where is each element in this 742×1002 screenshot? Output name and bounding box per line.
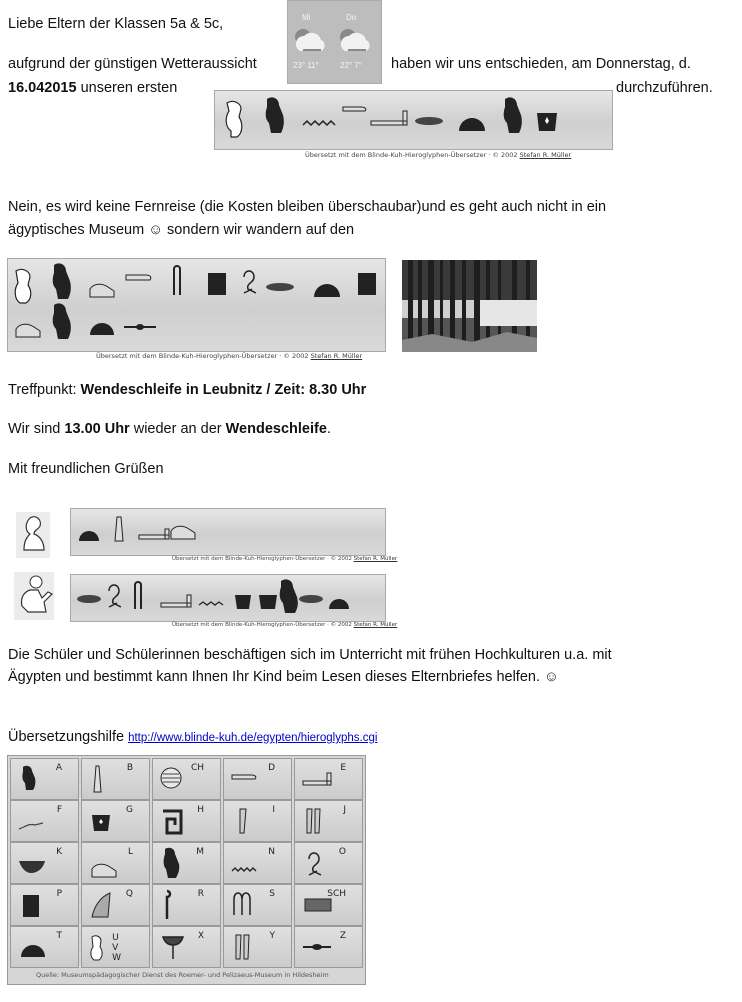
alphabet-cell-p <box>10 884 79 926</box>
alphabet-cell-g <box>81 800 150 842</box>
hieroglyph-h-icon <box>159 805 193 841</box>
hieroglyph-strip <box>214 90 613 150</box>
alphabet-cell-z <box>294 926 363 968</box>
alphabet-letter: I <box>272 805 275 815</box>
text-line: unseren ersten <box>80 80 178 96</box>
alphabet-letter: O <box>338 847 346 857</box>
alphabet-letter: G <box>126 805 133 815</box>
alphabet-letter: P <box>56 889 62 899</box>
hieroglyph-p-icon <box>17 889 51 925</box>
translator-link[interactable]: http://www.blinde-kuh.de/egypten/hieroglyphs.cgi <box>128 732 378 744</box>
alphabet-cell-i <box>223 800 292 842</box>
weather-temp-1: 23° 11° <box>293 61 319 70</box>
alphabet-cell-h <box>152 800 221 842</box>
alphabet-cell-y <box>223 926 292 968</box>
paragraph-line: ägyptisches Museum ☺ sondern wir wandern auf den <box>8 222 355 238</box>
hieroglyph-f-icon <box>17 805 51 841</box>
alphabet-letter: A <box>55 763 62 773</box>
alphabet-letter: J <box>343 805 346 815</box>
alphabet-letter: B <box>126 763 133 773</box>
kneeling-figure-icon <box>14 572 54 624</box>
hieroglyph-i-icon <box>230 805 264 841</box>
alphabet-cell-m <box>152 842 221 884</box>
alphabet-cell-b <box>81 758 150 800</box>
alphabet-letter: H <box>197 805 204 815</box>
translator-credit: Übersetzt mit dem Blinde-Kuh-Hieroglyphen-Übersetzer · © 2002 Stefan R. Müller <box>172 622 398 628</box>
hieroglyph-alphabet-table <box>7 755 366 985</box>
hieroglyph-x-icon <box>159 931 193 967</box>
hieroglyph-s-icon <box>230 889 264 925</box>
weather-temp-2: 22° 7° <box>340 61 362 70</box>
alphabet-letter: N <box>268 847 275 857</box>
hieroglyph-d-icon <box>230 763 264 799</box>
alphabet-letter: SCH <box>327 889 346 899</box>
alphabet-cell-q <box>81 884 150 926</box>
seated-figure-icon <box>16 512 50 562</box>
alphabet-letter: Q <box>125 889 133 899</box>
hieroglyph-k-icon <box>17 847 51 883</box>
date: 16.042015 <box>8 80 77 96</box>
table-source: Quelle: Museumspädagogischer Dienst des Roemer- und Pelizaeus-Museum in Hildesheim <box>36 971 329 979</box>
cloud-sun-icon <box>336 25 372 59</box>
alphabet-letter: E <box>340 763 346 773</box>
alphabet-letter: CH <box>190 763 204 773</box>
alphabet-letter: F <box>56 805 62 815</box>
translation-help: Übersetzungshilfe http://www.blinde-kuh.de/egypten/hieroglyphs.cgi <box>8 729 378 745</box>
text-line <box>8 79 177 97</box>
alphabet-cell-r <box>152 884 221 926</box>
hieroglyph-b-icon <box>88 763 122 799</box>
hieroglyph-strip <box>70 574 386 622</box>
alphabet-letter: Z <box>339 931 346 941</box>
hieroglyph-z-icon <box>301 931 335 967</box>
alphabet-cell-ch <box>152 758 221 800</box>
weather-widget <box>287 0 382 84</box>
closing: Mit freundlichen Grüßen <box>8 461 164 477</box>
alphabet-cell-k <box>10 842 79 884</box>
alphabet-cell-l <box>81 842 150 884</box>
alphabet-letter: Y <box>269 931 275 941</box>
text-line: aufgrund der günstigen Wetteraussicht <box>8 56 257 72</box>
forest-photo <box>402 260 537 352</box>
alphabet-cell-uvw <box>81 926 150 968</box>
alphabet-cell-n <box>223 842 292 884</box>
alphabet-letter: T <box>56 931 62 941</box>
alphabet-letter: R <box>197 889 204 899</box>
cloud-sun-icon <box>291 25 327 59</box>
alphabet-letter: D <box>268 763 275 773</box>
text-line: haben wir uns entschieden, am Donnerstag, d. <box>391 56 691 72</box>
alphabet-cell-o <box>294 842 363 884</box>
alphabet-cell-e <box>294 758 363 800</box>
hieroglyph-t-icon <box>17 931 51 967</box>
translator-credit: Übersetzt mit dem Blinde-Kuh-Hieroglyphen-Übersetzer · © 2002 Stefan R. Müller <box>172 556 398 562</box>
alphabet-cell-t <box>10 926 79 968</box>
alphabet-letter: L <box>127 847 133 857</box>
hieroglyph-n-icon <box>230 847 264 883</box>
weather-day-2: Do <box>346 13 357 22</box>
alphabet-letter: M <box>196 847 204 857</box>
meeting-point: Treffpunkt: Wendeschleife in Leubnitz / Zeit: 8.30 Uhr <box>8 382 367 398</box>
hieroglyph-o-icon <box>301 847 335 883</box>
hieroglyph-a-icon <box>17 763 51 799</box>
alphabet-letter: U V W <box>112 933 121 963</box>
alphabet-letter: K <box>56 847 62 857</box>
alphabet-letter: S <box>269 889 275 899</box>
paragraph-line: Nein, es wird keine Fernreise (die Kosten bleiben überschaubar)und es geht auch nicht in ein <box>8 199 607 215</box>
alphabet-cell-f <box>10 800 79 842</box>
return-info: Wir sind 13.00 Uhr wieder an der Wendeschleife. <box>8 421 331 437</box>
alphabet-cell-a <box>10 758 79 800</box>
hieroglyph-strip <box>7 258 386 352</box>
alphabet-cell-sch <box>294 884 363 926</box>
hieroglyph-q-icon <box>88 889 122 925</box>
hieroglyph-m-icon <box>159 847 193 883</box>
translator-credit: Übersetzt mit dem Blinde-Kuh-Hieroglyphen-Übersetzer · © 2002 Stefan R. Müller <box>96 352 363 360</box>
greeting: Liebe Eltern der Klassen 5a & 5c, <box>8 16 224 32</box>
paragraph-line: Die Schüler und Schülerinnen beschäftigen sich im Unterricht mit frühen Hochkulturen u.a. mit <box>8 647 612 663</box>
alphabet-cell-s <box>223 884 292 926</box>
hieroglyph-strip <box>70 508 386 556</box>
translator-credit: Übersetzt mit dem Blinde-Kuh-Hieroglyphen-Übersetzer · © 2002 Stefan R. Müller <box>305 151 572 159</box>
hieroglyph-j-icon <box>301 805 335 841</box>
hieroglyph-l-icon <box>88 847 122 883</box>
hieroglyph-y-icon <box>230 931 264 967</box>
alphabet-cell-d <box>223 758 292 800</box>
weather-day-1: Mi <box>302 13 311 22</box>
hieroglyph-g-icon <box>88 805 122 841</box>
hieroglyph-e-icon <box>301 763 335 799</box>
alphabet-cell-j <box>294 800 363 842</box>
alphabet-letter: X <box>197 931 204 941</box>
paragraph-line: Ägypten und bestimmt kann Ihnen Ihr Kind beim Lesen dieses Elternbriefes helfen. ☺ <box>8 669 559 685</box>
alphabet-cell-x <box>152 926 221 968</box>
text-line: durchzuführen. <box>616 80 713 96</box>
hieroglyph-r-icon <box>159 889 193 925</box>
hieroglyph-ch-icon <box>159 763 193 799</box>
